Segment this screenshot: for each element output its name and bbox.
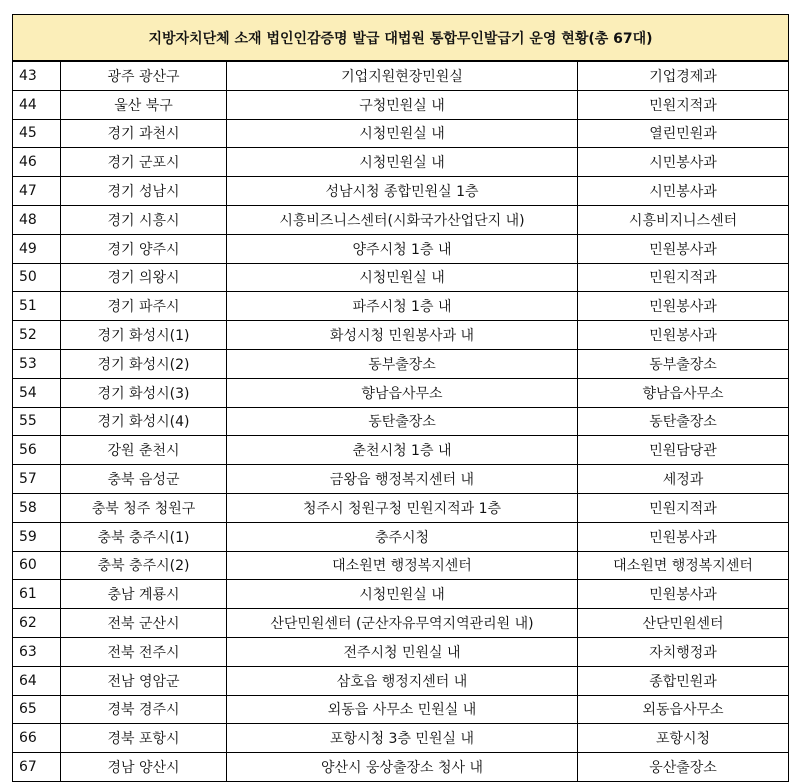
row-number: 63 [13, 637, 61, 666]
row-number: 64 [13, 666, 61, 695]
row-department: 외동읍사무소 [578, 695, 789, 724]
table-body [13, 61, 789, 781]
row-location: 충주시청 [227, 522, 578, 551]
row-location: 삼호읍 행정지센터 내 [227, 666, 578, 695]
row-location: 양주시청 1층 내 [227, 234, 578, 263]
row-region: 충북 청주 청원구 [61, 493, 227, 522]
row-department: 동부출장소 [578, 349, 789, 378]
table-row [13, 580, 789, 609]
row-region: 전북 전주시 [61, 637, 227, 666]
row-department: 종합민원과 [578, 666, 789, 695]
row-region: 경기 과천시 [61, 119, 227, 148]
row-department: 민원담당관 [578, 436, 789, 465]
row-location: 성남시청 종합민원실 1층 [227, 177, 578, 206]
kiosk-status-sheet [12, 14, 788, 782]
row-number: 66 [13, 724, 61, 753]
table-row [13, 637, 789, 666]
row-department: 민원봉사과 [578, 522, 789, 551]
row-region: 울산 북구 [61, 90, 227, 119]
row-location: 춘천시청 1층 내 [227, 436, 578, 465]
row-department: 웅산출장소 [578, 753, 789, 782]
row-number: 52 [13, 321, 61, 350]
row-department: 민원지적과 [578, 263, 789, 292]
table-row [13, 666, 789, 695]
row-department: 민원봉사과 [578, 292, 789, 321]
table-row [13, 407, 789, 436]
row-location: 기업지원현장민원실 [227, 61, 578, 90]
row-number: 43 [13, 61, 61, 90]
row-region: 경북 경주시 [61, 695, 227, 724]
table-row [13, 493, 789, 522]
row-region: 충북 충주시(2) [61, 551, 227, 580]
table-row [13, 465, 789, 494]
row-department: 세정과 [578, 465, 789, 494]
row-number: 61 [13, 580, 61, 609]
table-row [13, 234, 789, 263]
row-location: 금왕읍 행정복지센터 내 [227, 465, 578, 494]
row-number: 65 [13, 695, 61, 724]
row-department: 산단민원센터 [578, 609, 789, 638]
row-region: 전남 영암군 [61, 666, 227, 695]
table-row [13, 522, 789, 551]
row-department: 민원봉사과 [578, 321, 789, 350]
row-department: 시흥비지니스센터 [578, 205, 789, 234]
table-row [13, 753, 789, 782]
row-number: 55 [13, 407, 61, 436]
row-number: 49 [13, 234, 61, 263]
row-department: 기업경제과 [578, 61, 789, 90]
row-department: 포항시청 [578, 724, 789, 753]
row-number: 44 [13, 90, 61, 119]
row-location: 외동읍 사무소 민원실 내 [227, 695, 578, 724]
row-location: 파주시청 1층 내 [227, 292, 578, 321]
table-row [13, 263, 789, 292]
table-row [13, 148, 789, 177]
table-row [13, 321, 789, 350]
table-title: 지방자치단체 소재 법인인감증명 발급 대법원 통합무인발급기 운영 현황(총 67대) [13, 15, 789, 62]
row-number: 53 [13, 349, 61, 378]
row-region: 경기 양주시 [61, 234, 227, 263]
row-region: 경기 파주시 [61, 292, 227, 321]
table-row [13, 724, 789, 753]
row-number: 57 [13, 465, 61, 494]
row-department: 대소원면 행정복지센터 [578, 551, 789, 580]
row-region: 경기 화성시(1) [61, 321, 227, 350]
table-row [13, 292, 789, 321]
row-location: 포항시청 3층 민원실 내 [227, 724, 578, 753]
row-region: 광주 광산구 [61, 61, 227, 90]
row-region: 충남 계룡시 [61, 580, 227, 609]
table-row [13, 205, 789, 234]
row-location: 동부출장소 [227, 349, 578, 378]
row-location: 구청민원실 내 [227, 90, 578, 119]
row-location: 시청민원실 내 [227, 148, 578, 177]
table-row [13, 177, 789, 206]
row-region: 경북 포항시 [61, 724, 227, 753]
title-row [13, 15, 789, 62]
row-location: 시청민원실 내 [227, 580, 578, 609]
row-department: 민원지적과 [578, 90, 789, 119]
table-row [13, 609, 789, 638]
row-number: 58 [13, 493, 61, 522]
row-location: 화성시청 민원봉사과 내 [227, 321, 578, 350]
row-department: 열린민원과 [578, 119, 789, 148]
row-number: 67 [13, 753, 61, 782]
row-region: 경기 의왕시 [61, 263, 227, 292]
kiosk-status-table [12, 14, 789, 782]
row-region: 경기 군포시 [61, 148, 227, 177]
table-row [13, 90, 789, 119]
row-location: 청주시 청원구청 민원지적과 1층 [227, 493, 578, 522]
table-row [13, 436, 789, 465]
row-number: 45 [13, 119, 61, 148]
row-department: 향남읍사무소 [578, 378, 789, 407]
row-number: 62 [13, 609, 61, 638]
row-department: 민원지적과 [578, 493, 789, 522]
row-number: 50 [13, 263, 61, 292]
row-region: 경기 화성시(4) [61, 407, 227, 436]
row-number: 46 [13, 148, 61, 177]
table-row [13, 695, 789, 724]
row-location: 산단민원센터 (군산자유무역지역관리원 내) [227, 609, 578, 638]
row-region: 충북 음성군 [61, 465, 227, 494]
table-row [13, 119, 789, 148]
row-location: 시흥비즈니스센터(시화국가산업단지 내) [227, 205, 578, 234]
row-region: 경기 시흥시 [61, 205, 227, 234]
row-department: 동탄출장소 [578, 407, 789, 436]
row-region: 강원 춘천시 [61, 436, 227, 465]
row-region: 경기 화성시(3) [61, 378, 227, 407]
table-row [13, 61, 789, 90]
row-location: 시청민원실 내 [227, 263, 578, 292]
row-region: 경기 성남시 [61, 177, 227, 206]
row-number: 56 [13, 436, 61, 465]
row-region: 경남 양산시 [61, 753, 227, 782]
row-number: 48 [13, 205, 61, 234]
table-row [13, 349, 789, 378]
row-department: 시민봉사과 [578, 177, 789, 206]
row-region: 충북 충주시(1) [61, 522, 227, 551]
row-location: 향남읍사무소 [227, 378, 578, 407]
row-number: 51 [13, 292, 61, 321]
row-department: 민원봉사과 [578, 234, 789, 263]
row-number: 59 [13, 522, 61, 551]
row-location: 전주시청 민원실 내 [227, 637, 578, 666]
row-number: 54 [13, 378, 61, 407]
row-number: 47 [13, 177, 61, 206]
row-region: 경기 화성시(2) [61, 349, 227, 378]
row-number: 60 [13, 551, 61, 580]
row-department: 자치행정과 [578, 637, 789, 666]
row-location: 시청민원실 내 [227, 119, 578, 148]
row-location: 대소원면 행정복지센터 [227, 551, 578, 580]
row-department: 시민봉사과 [578, 148, 789, 177]
table-row [13, 378, 789, 407]
table-row [13, 551, 789, 580]
row-region: 전북 군산시 [61, 609, 227, 638]
row-location: 동탄출장소 [227, 407, 578, 436]
row-department: 민원봉사과 [578, 580, 789, 609]
row-location: 양산시 웅상출장소 청사 내 [227, 753, 578, 782]
